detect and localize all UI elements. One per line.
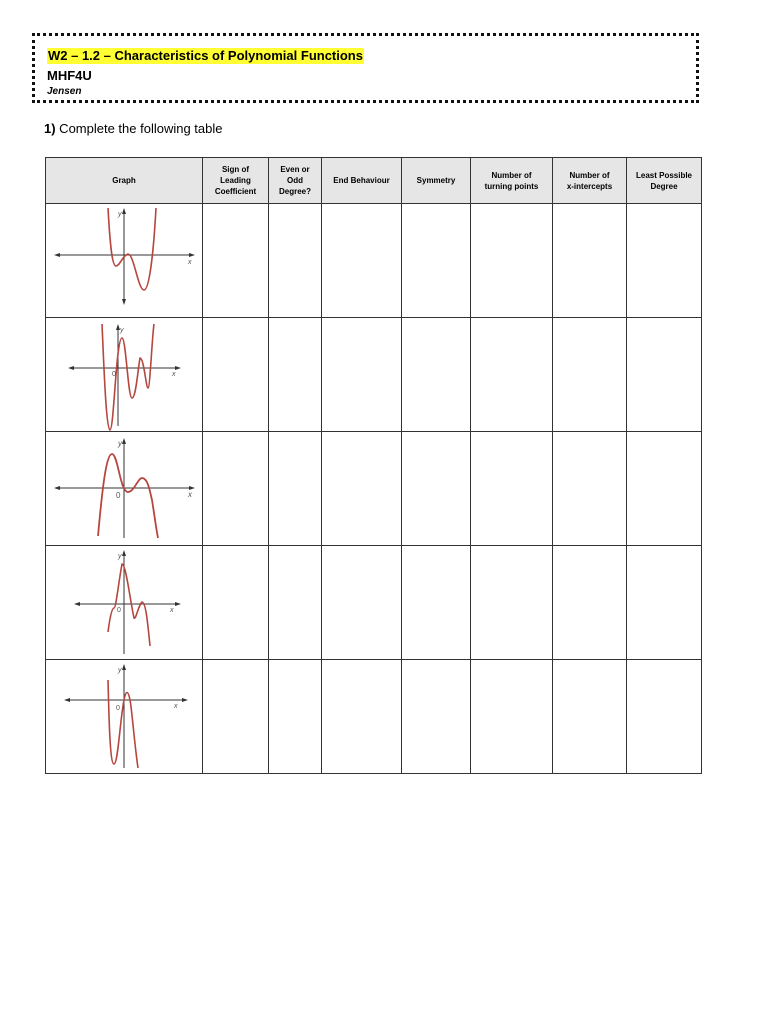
origin-label: 0	[116, 705, 120, 712]
table-header-row	[46, 158, 702, 204]
table-row	[46, 432, 702, 546]
table-row	[46, 204, 702, 318]
column-header-least-degree: Least Possible Degree	[627, 158, 702, 204]
column-header-sign: Sign of Leading Coefficient	[203, 158, 269, 204]
polynomial-graph	[46, 660, 202, 773]
x-axis-label: x	[188, 490, 192, 499]
column-header-turning-points: Number of turning points	[471, 158, 553, 204]
worksheet-title: W2 – 1.2 – Characteristics of Polynomial Functions	[48, 48, 363, 63]
origin-label: 0	[117, 607, 121, 614]
graph-cell	[46, 546, 203, 660]
question-text: Complete the following table	[55, 121, 223, 136]
table-row	[46, 546, 702, 660]
header-box	[32, 33, 699, 103]
y-axis-label: y	[118, 211, 122, 218]
y-axis-label: y	[118, 667, 122, 674]
column-header-symmetry: Symmetry	[402, 158, 471, 204]
polynomial-graph	[46, 546, 202, 659]
y-axis-label: y	[118, 553, 122, 560]
question-number: 1)	[44, 121, 56, 136]
teacher-name: Jensen	[47, 86, 82, 97]
graph-cell	[46, 204, 203, 318]
polynomial-graph	[46, 432, 202, 545]
x-axis-label: x	[170, 607, 174, 614]
origin-label: 0	[116, 491, 121, 500]
graph-cell	[46, 318, 203, 432]
polynomial-graph	[46, 204, 202, 317]
table-row	[46, 660, 702, 774]
characteristics-table	[45, 157, 702, 774]
graph-cell	[46, 432, 203, 546]
column-header-graph: Graph	[46, 158, 203, 204]
x-axis-label: x	[188, 259, 192, 266]
x-axis-label: x	[174, 703, 178, 710]
column-header-end-behaviour: End Behaviour	[322, 158, 402, 204]
y-axis-label: y	[120, 327, 124, 334]
table-row	[46, 318, 702, 432]
column-header-degree-parity: Even or Odd Degree?	[269, 158, 322, 204]
x-axis-label: x	[172, 371, 176, 378]
polynomial-graph	[46, 318, 202, 431]
column-header-x-intercepts: Number of x-intercepts	[553, 158, 627, 204]
y-axis-label: y	[118, 439, 122, 448]
course-code: MHF4U	[47, 68, 92, 83]
question-instruction	[44, 121, 223, 137]
origin-label: 0	[112, 371, 116, 378]
graph-cell	[46, 660, 203, 774]
